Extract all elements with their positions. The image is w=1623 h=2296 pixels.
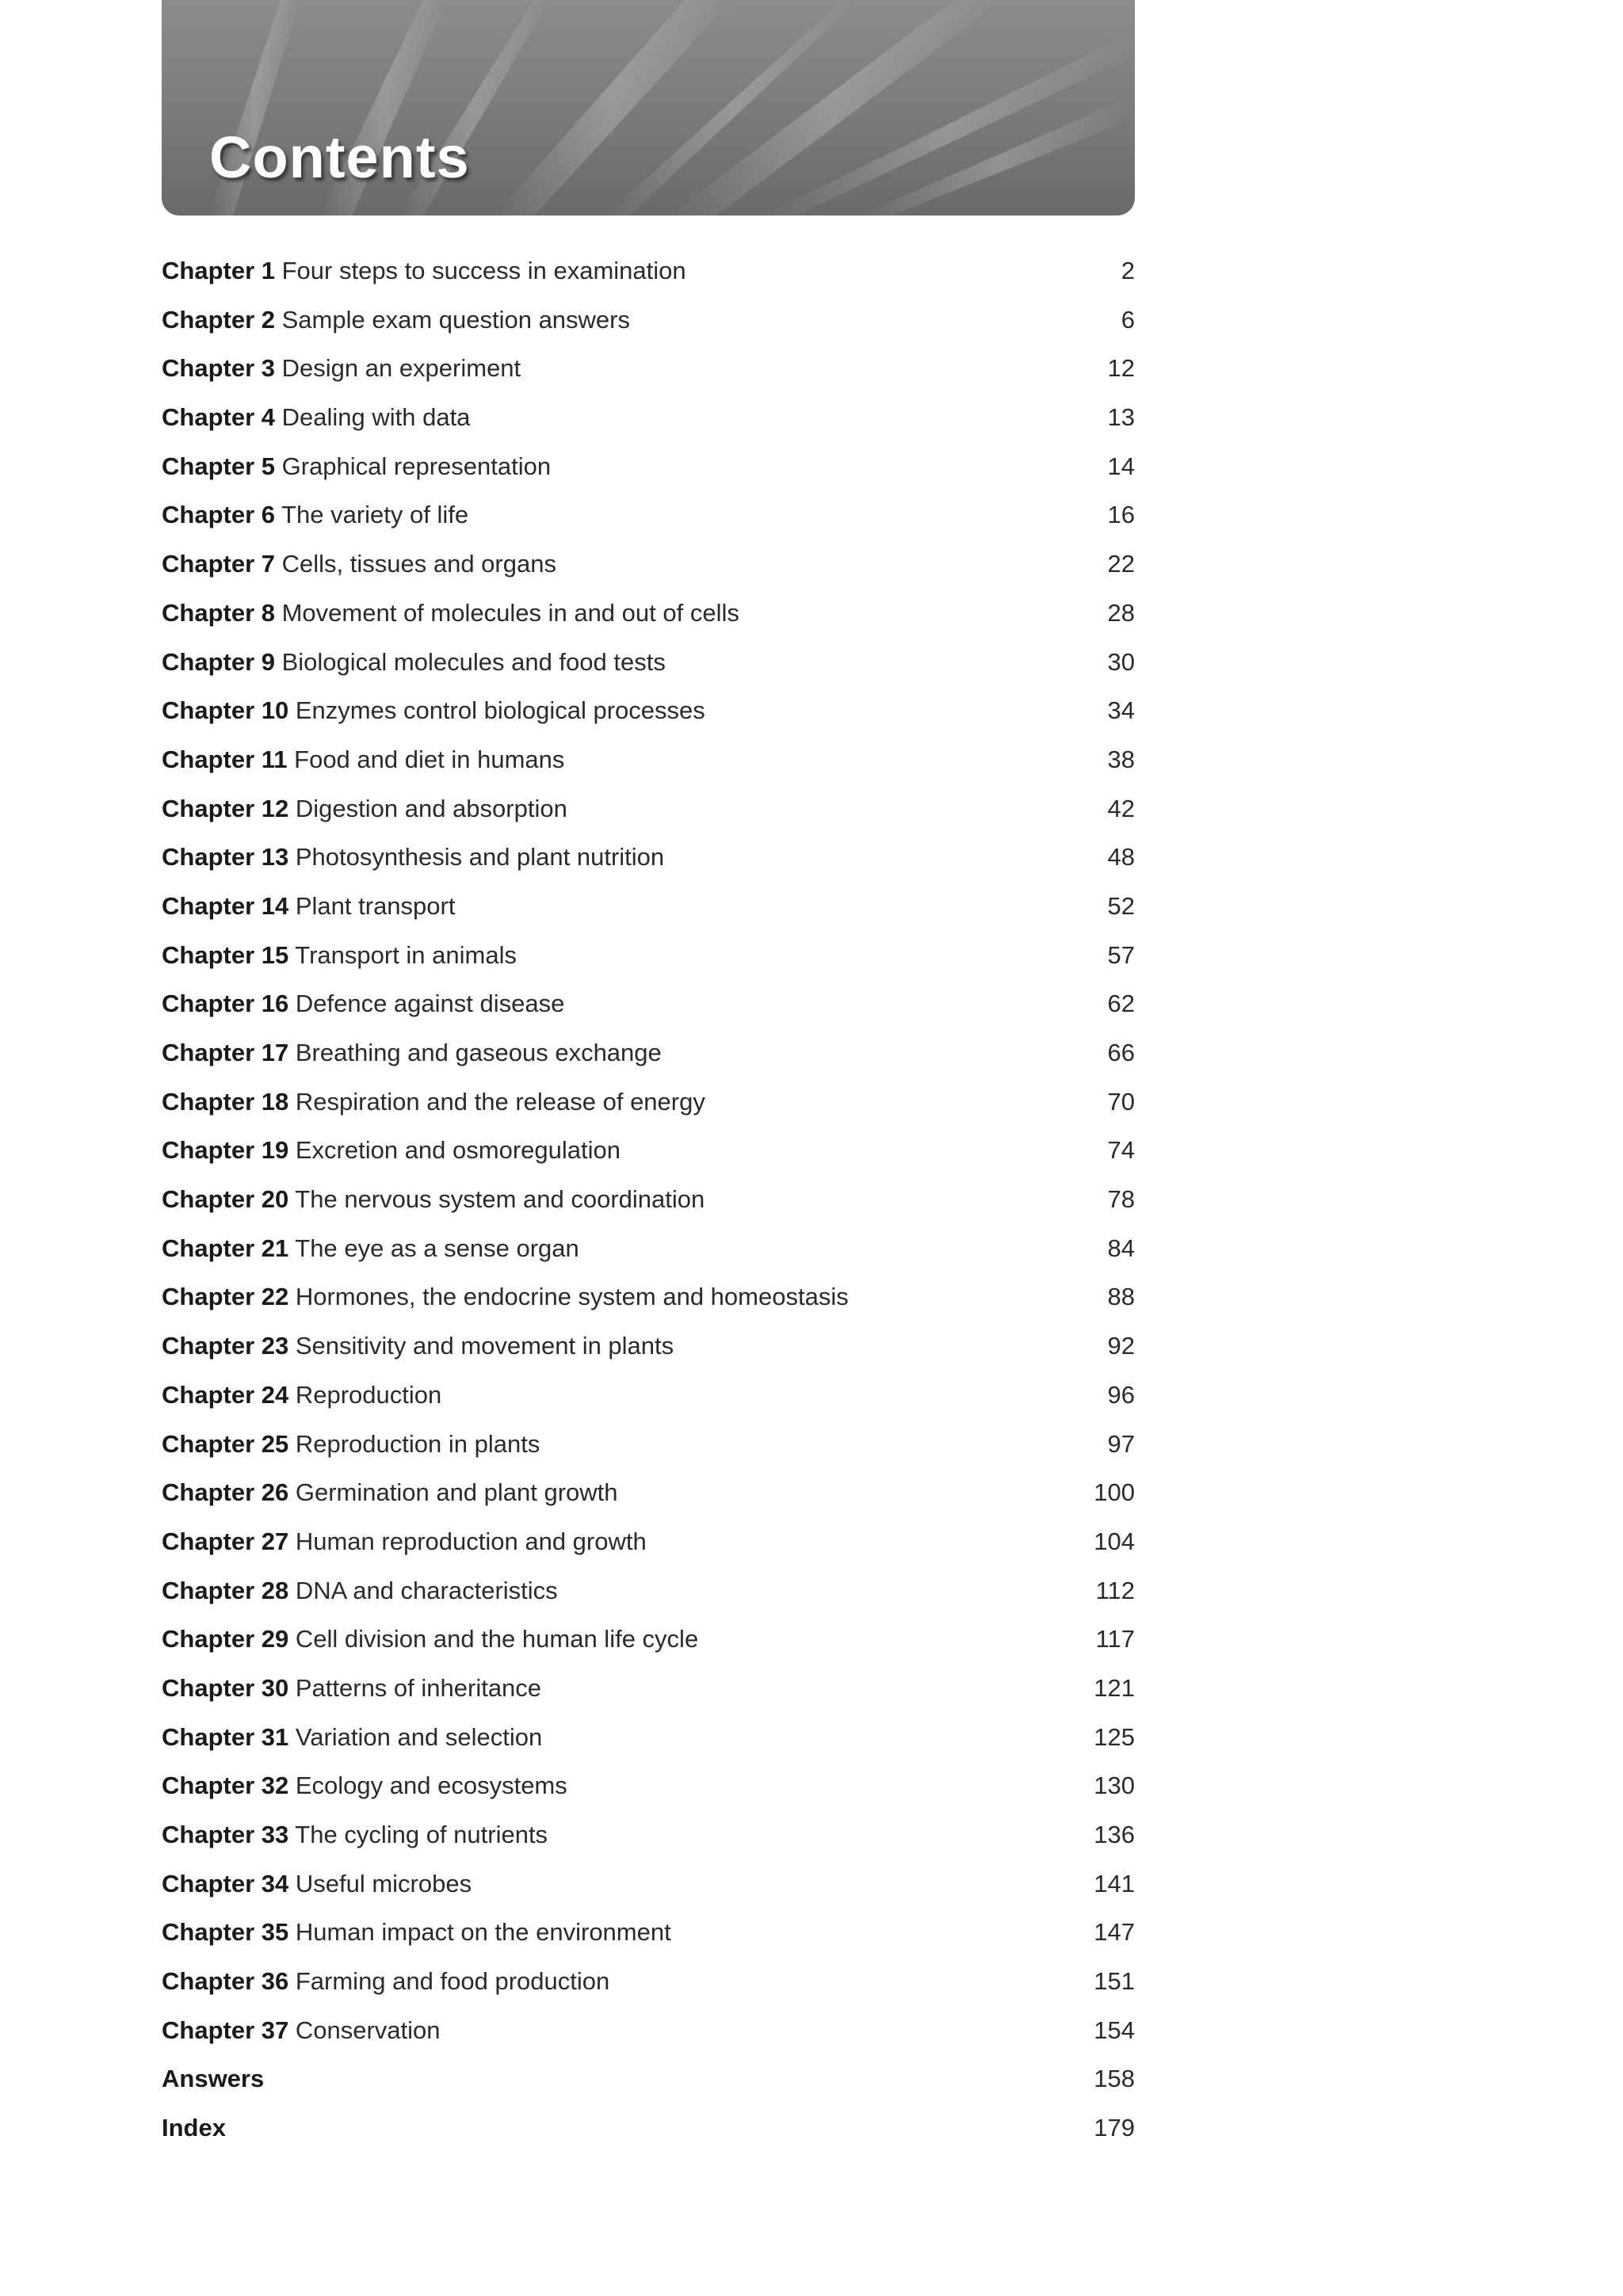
toc-entry-title: DNA and characteristics (295, 1576, 558, 1604)
toc-entry (162, 1131, 1135, 1180)
toc-entry (162, 496, 1135, 545)
toc-entry-label: Chapter 9 (162, 647, 275, 676)
toc-entry-page-number: 92 (1107, 1332, 1135, 1360)
toc-entry (162, 1913, 1135, 1962)
toc-entry (162, 1474, 1135, 1523)
toc-entry-label: Chapter 5 (162, 452, 275, 480)
toc-entry-title: The variety of life (281, 501, 469, 529)
toc-entry-page-number: 100 (1094, 1478, 1135, 1507)
toc-entry (162, 1523, 1135, 1572)
toc-entry (162, 838, 1135, 887)
toc-entry-label: Chapter 35 (162, 1918, 289, 1947)
toc-entry-label: Chapter 14 (162, 891, 289, 920)
toc-entry-title: Biological molecules and food tests (281, 647, 666, 676)
toc-entry-page-number: 66 (1107, 1039, 1135, 1066)
page-title: Contents (209, 124, 470, 190)
toc-entry (162, 1669, 1135, 1718)
toc-entry (162, 2060, 1135, 2109)
toc-entry-page-number: 14 (1107, 452, 1135, 480)
toc-entry-title: Transport in animals (295, 940, 517, 969)
toc-entry-title: Cells, tissues and organs (281, 550, 556, 578)
toc-entry-title: The eye as a sense organ (295, 1234, 579, 1262)
toc-entry-title: Dealing with data (281, 403, 471, 432)
toc-entry-page-number: 158 (1094, 2065, 1135, 2093)
toc-entry-label: Chapter 6 (162, 501, 275, 529)
toc-entry-title: Variation and selection (295, 1722, 543, 1751)
toc-entry-label: Chapter 3 (162, 354, 275, 383)
toc-entry-label: Chapter 34 (162, 1869, 289, 1897)
toc-entry-title: Food and diet in humans (294, 745, 565, 773)
toc-entry-title: Photosynthesis and plant nutrition (295, 843, 665, 871)
toc-entry-label: Chapter 23 (162, 1332, 289, 1360)
toc-entry (162, 1230, 1135, 1279)
toc-entry-page-number: 2 (1121, 257, 1135, 284)
toc-entry-title: Ecology and ecosystems (295, 1772, 567, 1800)
toc-entry-label: Chapter 37 (162, 2016, 289, 2044)
toc-entry (162, 545, 1135, 594)
toc-entry-page-number: 22 (1107, 550, 1135, 578)
toc-entry-title: The nervous system and coordination (295, 1185, 705, 1214)
toc-entry-title: Design an experiment (281, 354, 521, 383)
toc-entry-page-number: 6 (1121, 305, 1135, 334)
toc-entry-page-number: 28 (1107, 598, 1135, 627)
toc-entry-label: Chapter 25 (162, 1429, 289, 1458)
toc-entry (162, 301, 1135, 350)
toc-entry (162, 1865, 1135, 1914)
toc-entry (162, 1816, 1135, 1865)
toc-entry-page-number: 78 (1107, 1185, 1135, 1214)
toc-entry (162, 643, 1135, 692)
toc-entry (162, 692, 1135, 741)
toc-entry-label: Chapter 20 (162, 1185, 289, 1214)
toc-entry-label: Chapter 26 (162, 1478, 289, 1507)
toc-entry-page-number: 97 (1107, 1429, 1135, 1458)
toc-entry-title: Reproduction in plants (295, 1429, 540, 1458)
toc-entry-page-number: 42 (1107, 794, 1135, 822)
toc-entry-page-number: 34 (1107, 696, 1135, 725)
toc-entry (162, 1962, 1135, 2012)
toc-entry-label: Chapter 24 (162, 1380, 289, 1409)
toc-entry-page-number: 30 (1107, 647, 1135, 676)
toc-entry-label: Chapter 30 (162, 1673, 289, 1702)
toc-entry-label: Chapter 29 (162, 1625, 289, 1653)
toc-entry-label: Chapter 31 (162, 1722, 289, 1751)
toc-entry-label: Chapter 1 (162, 257, 275, 284)
toc-entry-page-number: 12 (1107, 354, 1135, 383)
toc-entry (162, 448, 1135, 497)
toc-entry-label: Chapter 4 (162, 403, 275, 432)
toc-entry-page-number: 104 (1094, 1527, 1135, 1555)
toc-entry-label: Chapter 15 (162, 940, 289, 969)
toc-entry (162, 1718, 1135, 1768)
toc-entry-page-number: 57 (1107, 940, 1135, 969)
toc-entry (162, 985, 1135, 1034)
toc-entry-page-number: 74 (1107, 1136, 1135, 1165)
toc-entry-title: Hormones, the endocrine system and homeostasis (295, 1283, 849, 1311)
toc-entry-label: Answers (162, 2065, 265, 2093)
toc-entry-title: Graphical representation (281, 452, 552, 480)
toc-entry (162, 1327, 1135, 1376)
toc-entry-title: Excretion and osmoregulation (295, 1136, 621, 1165)
toc-entry-title: Four steps to success in examination (281, 257, 686, 284)
toc-entry-title: Plant transport (295, 891, 456, 920)
toc-entry-label: Chapter 36 (162, 1967, 289, 1996)
toc-entry (162, 1620, 1135, 1669)
toc-entry-title: Human reproduction and growth (295, 1527, 647, 1555)
toc-entry-label: Chapter 22 (162, 1283, 289, 1311)
toc-entry-label: Chapter 27 (162, 1527, 289, 1555)
toc-entry-title: Conservation (295, 2016, 441, 2044)
toc-entry (162, 790, 1135, 839)
toc-entry-page-number: 136 (1094, 1821, 1135, 1848)
toc-entry-label: Chapter 32 (162, 1772, 289, 1800)
toc-entry (162, 1034, 1135, 1083)
toc-entry-page-number: 154 (1094, 2016, 1135, 2044)
toc-entry-title: Enzymes control biological processes (295, 696, 705, 725)
toc-entry (162, 1425, 1135, 1474)
toc-entry-page-number: 117 (1095, 1625, 1135, 1653)
toc-entry-title: Useful microbes (295, 1869, 472, 1897)
toc-entry (162, 252, 1135, 301)
toc-entry-label: Chapter 21 (162, 1234, 289, 1262)
toc-entry (162, 349, 1135, 399)
toc-entry-label: Chapter 7 (162, 550, 275, 578)
toc-entry-title: Sensitivity and movement in plants (295, 1332, 674, 1360)
toc-entry-label: Chapter 16 (162, 990, 289, 1018)
toc-entry (162, 399, 1135, 448)
toc-entry-title: Patterns of inheritance (295, 1673, 542, 1702)
toc-entry-label: Chapter 17 (162, 1039, 289, 1066)
toc-entry-label: Chapter 2 (162, 305, 275, 334)
toc-entry (162, 1376, 1135, 1425)
toc-entry (162, 1180, 1135, 1230)
toc-entry-page-number: 130 (1094, 1772, 1135, 1800)
toc-entry (162, 2012, 1135, 2061)
toc-entry (162, 741, 1135, 790)
toc-entry (162, 1083, 1135, 1132)
toc-entry-page-number: 88 (1107, 1283, 1135, 1311)
toc-entry-page-number: 125 (1094, 1722, 1135, 1751)
toc-entry (162, 1572, 1135, 1621)
toc-entry (162, 594, 1135, 643)
toc-entry-title: Defence against disease (295, 990, 565, 1018)
toc-entry-page-number: 121 (1094, 1673, 1135, 1702)
toc-entry-page-number: 112 (1095, 1576, 1135, 1604)
toc-entry-page-number: 141 (1094, 1869, 1135, 1897)
toc-entry-page-number: 38 (1107, 745, 1135, 773)
toc-entry-page-number: 62 (1107, 990, 1135, 1018)
toc-entry-label: Chapter 13 (162, 843, 289, 871)
toc-entry-title: Sample exam question answers (281, 305, 630, 334)
toc-entry-page-number: 84 (1107, 1234, 1135, 1262)
toc-entry-title: Germination and plant growth (295, 1478, 618, 1507)
toc-entry-page-number: 13 (1107, 403, 1135, 432)
toc-entry-page-number: 179 (1094, 2114, 1135, 2142)
toc-entry (162, 2109, 1135, 2158)
toc-entry-page-number: 16 (1107, 501, 1135, 529)
toc-entry-label: Index (162, 2114, 226, 2142)
toc-entry (162, 887, 1135, 936)
toc-entry-page-number: 147 (1094, 1918, 1135, 1947)
toc-entry-label: Chapter 10 (162, 696, 289, 725)
toc-entry-title: Cell division and the human life cycle (295, 1625, 699, 1653)
toc-entry-page-number: 70 (1107, 1087, 1135, 1116)
toc-entry-title: Breathing and gaseous exchange (295, 1039, 662, 1066)
table-of-contents (162, 252, 1135, 2158)
toc-entry (162, 936, 1135, 986)
toc-entry-title: Respiration and the release of energy (295, 1087, 705, 1116)
toc-entry-label: Chapter 28 (162, 1576, 289, 1604)
toc-entry-page-number: 151 (1094, 1967, 1135, 1996)
toc-entry (162, 1278, 1135, 1327)
toc-entry-label: Chapter 19 (162, 1136, 289, 1165)
toc-entry-title: Movement of molecules in and out of cells (281, 598, 739, 627)
toc-entry-label: Chapter 18 (162, 1087, 289, 1116)
toc-entry-title: Reproduction (295, 1380, 442, 1409)
toc-entry-title: Human impact on the environment (295, 1918, 671, 1947)
toc-entry-title: Digestion and absorption (295, 794, 567, 822)
toc-entry-page-number: 48 (1107, 843, 1135, 871)
toc-entry-label: Chapter 8 (162, 598, 275, 627)
toc-entry-page-number: 52 (1107, 891, 1135, 920)
toc-entry-label: Chapter 12 (162, 794, 289, 822)
toc-entry-page-number: 96 (1107, 1380, 1135, 1409)
toc-entry-label: Chapter 33 (162, 1821, 289, 1848)
toc-entry-title: The cycling of nutrients (295, 1821, 548, 1848)
toc-entry-label: Chapter 11 (162, 745, 288, 773)
contents-banner (162, 0, 1135, 215)
toc-entry (162, 1767, 1135, 1816)
toc-entry-title: Farming and food production (295, 1967, 610, 1996)
